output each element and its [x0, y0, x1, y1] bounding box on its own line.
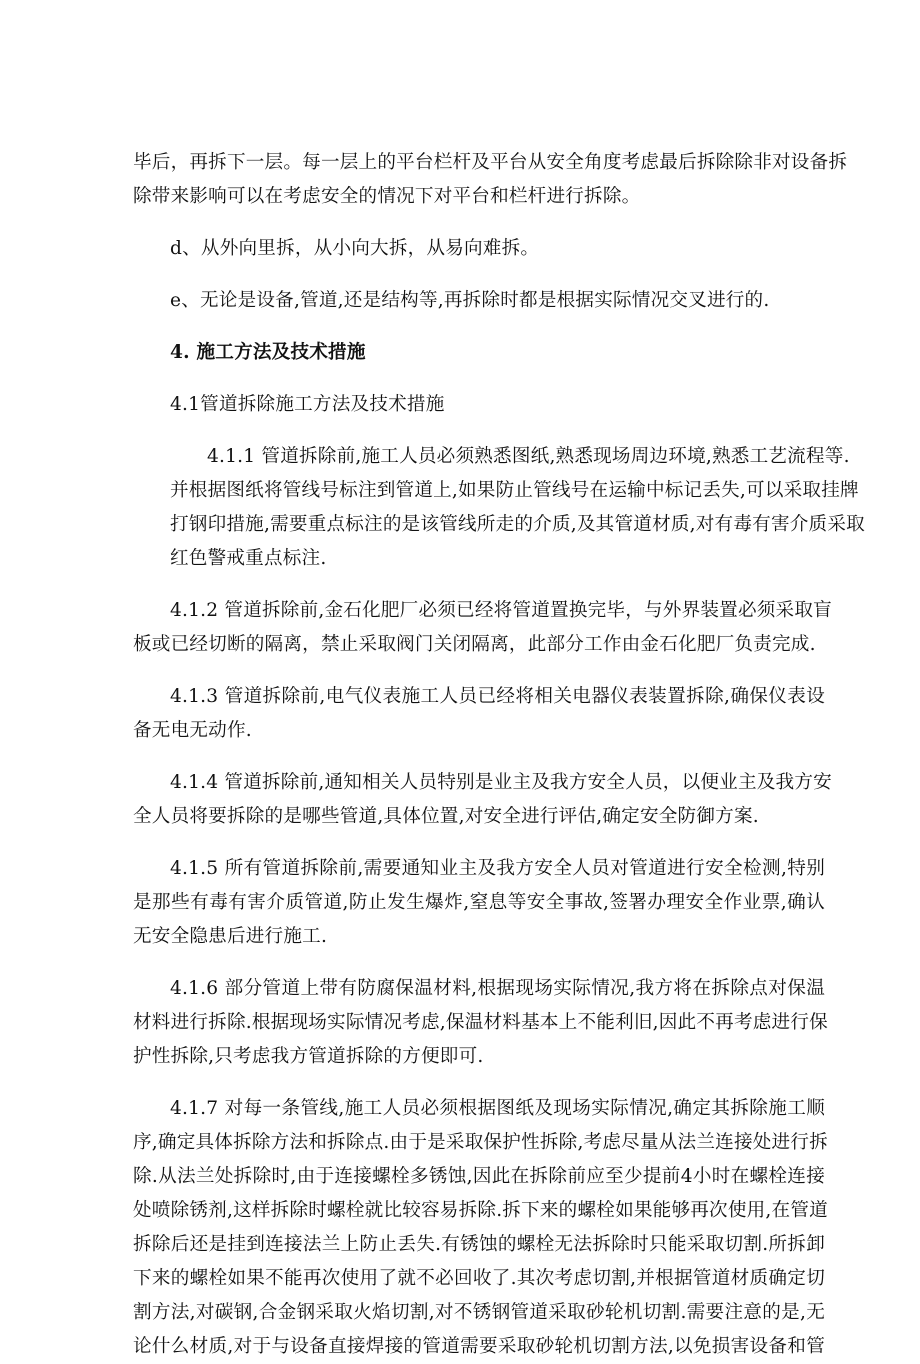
text-line: 全人员将要拆除的是哪些管道,具体位置,对安全进行评估,确定安全防御方案. — [133, 806, 759, 827]
clause-4-1-5 — [133, 852, 825, 954]
document-body — [133, 146, 865, 1364]
text-line: 毕后，再拆下一层。每一层上的平台栏杆及平台从安全角度考虑最后拆除除非对设备拆 — [133, 152, 848, 173]
text-line: 备无电无动作. — [133, 720, 252, 741]
text-line: 拆除后还是挂到连接法兰上防止丢失.有锈蚀的螺栓无法拆除时只能采取切割.所拆卸 — [133, 1234, 825, 1255]
section-heading: 4. 施工方法及技术措施 — [170, 342, 366, 363]
text-line: 除.从法兰处拆除时,由于连接螺栓多锈蚀,因此在拆除前应至少提前4小时在螺栓连接 — [133, 1166, 825, 1187]
text-line: 是那些有毒有害介质管道,防止发生爆炸,窒息等安全事故,签署办理安全作业票,确认 — [133, 892, 825, 913]
paragraph-continued — [133, 146, 848, 214]
text-line: 除带来影响可以在考虑安全的情况下对平台和栏杆进行拆除。 — [133, 186, 641, 207]
text-line: 打钢印措施,需要重点标注的是该管线所走的介质,及其管道材质,对有毒有害介质采取 — [170, 514, 865, 535]
text-line: 并根据图纸将管线号标注到管道上,如果防止管线号在运输中标记丢失,可以采取挂牌 — [170, 480, 859, 501]
text-line: 护性拆除,只考虑我方管道拆除的方便即可. — [133, 1046, 484, 1067]
clause-4-1-1 — [133, 440, 865, 576]
clause-4-1-6 — [133, 972, 828, 1074]
subsection-heading: 4.1管道拆除施工方法及技术措施 — [170, 394, 445, 415]
text-line: 4.1.3 管道拆除前,电气仪表施工人员已经将相关电器仪表装置拆除,确保仪表设 — [170, 686, 825, 707]
text-line: 4.1.6 部分管道上带有防腐保温材料,根据现场实际情况,我方将在拆除点对保温 — [170, 978, 825, 999]
text-line: 处喷除锈剂,这样拆除时螺栓就比较容易拆除.拆下来的螺栓如果能够再次使用,在管道 — [133, 1200, 828, 1221]
list-item-d: d、从外向里拆，从小向大拆，从易向难拆。 — [170, 238, 540, 259]
text-line: 4.1.5 所有管道拆除前,需要通知业主及我方安全人员对管道进行安全检测,特别 — [170, 858, 825, 879]
text-line: 4.1.4 管道拆除前,通知相关人员特别是业主及我方安全人员，以便业主及我方安 — [170, 772, 832, 793]
clause-4-1-4 — [133, 766, 832, 834]
text-line: 4.1.7 对每一条管线,施工人员必须根据图纸及现场实际情况,确定其拆除施工顺 — [170, 1098, 825, 1119]
clause-4-1-3 — [133, 680, 825, 748]
text-line: 下来的螺栓如果不能再次使用了就不必回收了.其次考虑切割,并根据管道材质确定切 — [133, 1268, 825, 1289]
text-line: 板或已经切断的隔离，禁止采取阀门关闭隔离，此部分工作由金石化肥厂负责完成. — [133, 634, 816, 655]
text-line: 红色警戒重点标注. — [170, 548, 327, 569]
text-line: 4.1.2 管道拆除前,金石化肥厂必须已经将管道置换完毕，与外界装置必须采取盲 — [170, 600, 832, 621]
clause-4-1-7 — [133, 1092, 828, 1364]
text-line: 无安全隐患后进行施工. — [133, 926, 328, 947]
text-line: 论什么材质,对于与设备直接焊接的管道需要采取砂轮机切割方法,以免损害设备和管 — [133, 1336, 825, 1357]
list-item-e: e、无论是设备,管道,还是结构等,再拆除时都是根据实际情况交叉进行的. — [170, 290, 770, 311]
text-line: 4.1.1 管道拆除前,施工人员必须熟悉图纸,熟悉现场周边环境,熟悉工艺流程等. — [207, 446, 850, 467]
text-line: 割方法,对碳钢,合金钢采取火焰切割,对不锈钢管道采取砂轮机切割.需要注意的是,无 — [133, 1302, 825, 1323]
text-line: 材料进行拆除.根据现场实际情况考虑,保温材料基本上不能利旧,因此不再考虑进行保 — [133, 1012, 828, 1033]
clause-4-1-2 — [133, 594, 832, 662]
text-line: 序,确定具体拆除方法和拆除点.由于是采取保护性拆除,考虑尽量从法兰连接处进行拆 — [133, 1132, 828, 1153]
